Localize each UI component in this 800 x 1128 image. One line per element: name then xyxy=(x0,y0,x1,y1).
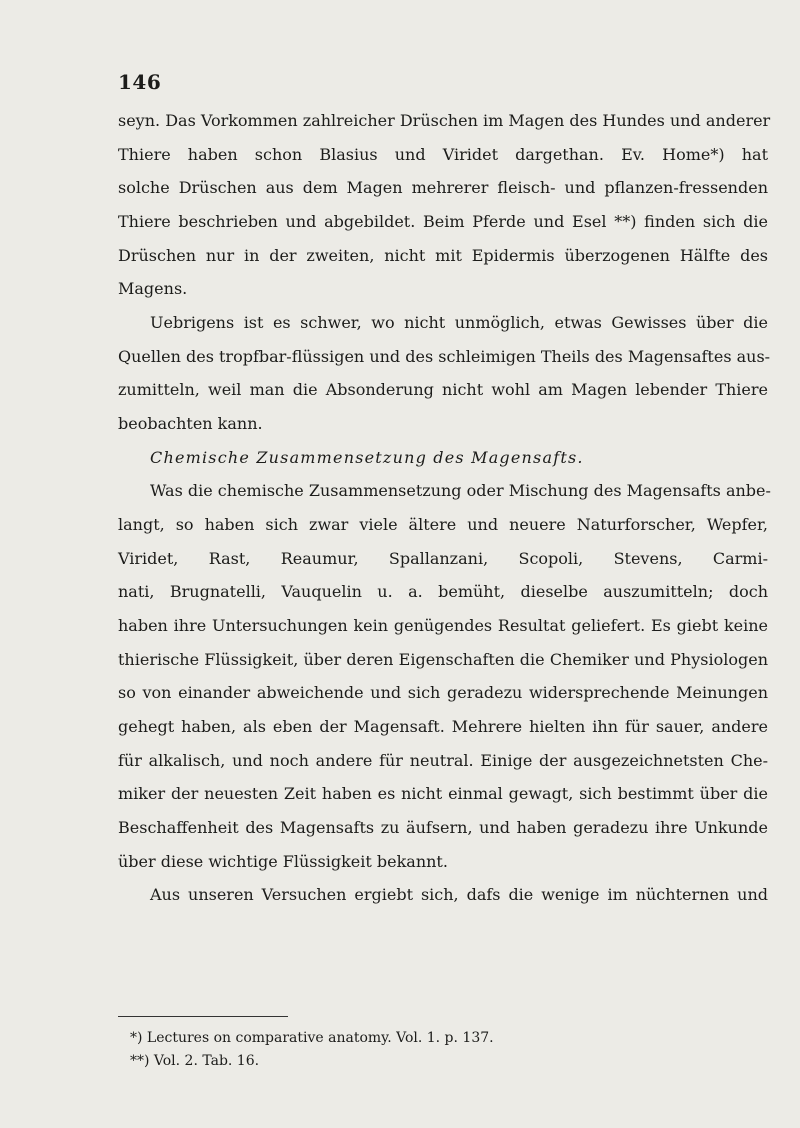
text-line: miker der neuesten Zeit haben es nicht einmal gewagt, sich bestimmt über die xyxy=(118,784,768,803)
text-line: seyn. Das Vorkommen zahlreicher Drüschen im Magen des Hundes und anderer xyxy=(118,111,771,130)
text-line: Beschaffenheit des Magensafts zu äufsern, und haben geradezu ihre Unkunde xyxy=(118,818,768,837)
text-line: Uebrigens ist es schwer, wo nicht unmöglich, etwas Gewisses über die xyxy=(150,313,768,332)
footnote-divider xyxy=(118,1016,288,1017)
text-line: Thiere haben schon Blasius und Viridet dargethan. Ev. Home*) hat xyxy=(118,145,768,164)
text-line: Magens. xyxy=(118,279,188,298)
text-line: Drüschen nur in der zweiten, nicht mit Epidermis überzogenen Hälfte des xyxy=(118,246,768,265)
text-line: thierische Flüssigkeit, über deren Eigenschaften die Chemiker und Physiologen xyxy=(118,650,768,669)
section-heading: Chemische Zusammensetzung des Magensafts. xyxy=(150,448,584,467)
text-line: nati, Brugnatelli, Vauquelin u. a. bemüht, dieselbe auszumitteln; doch xyxy=(118,582,768,601)
text-line: gehegt haben, als eben der Magensaft. Mehrere hielten ihn für sauer, andere xyxy=(118,717,768,736)
text-line: so von einander abweichende und sich geradezu widersprechende Meinungen xyxy=(118,683,768,702)
text-line: zumitteln, weil man die Absonderung nicht wohl am Magen lebender Thiere xyxy=(118,380,768,399)
text-line: beobachten kann. xyxy=(118,414,263,433)
text-line: Thiere beschrieben und abgebildet. Beim Pferde und Esel **) finden sich die xyxy=(118,212,768,231)
text-line: Was die chemische Zusammensetzung oder Mischung des Magensafts anbe- xyxy=(150,481,771,500)
footnote: **) Vol. 2. Tab. 16. xyxy=(130,1053,260,1069)
text-line: solche Drüschen aus dem Magen mehrerer fleisch- und pflanzen-fressenden xyxy=(118,178,768,197)
text-line: langt, so haben sich zwar viele ältere und neuere Naturforscher, Wepfer, xyxy=(118,515,768,534)
page-number: 146 xyxy=(118,70,162,94)
text-line: Quellen des tropfbar-flüssigen und des schleimigen Theils des Magensaftes aus- xyxy=(118,347,771,366)
text-line: Viridet, Rast, Reaumur, Spallanzani, Scopoli, Stevens, Carmi- xyxy=(118,549,768,568)
text-line: Aus unseren Versuchen ergiebt sich, dafs die wenige im nüchternen und xyxy=(150,885,768,904)
text-line: für alkalisch, und noch andere für neutral. Einige der ausgezeichnetsten Che- xyxy=(118,751,768,770)
text-line: über diese wichtige Flüssigkeit bekannt. xyxy=(118,852,448,871)
footnote: *) Lectures on comparative anatomy. Vol. 1. p. 137. xyxy=(130,1030,494,1046)
text-line: haben ihre Untersuchungen kein genügendes Resultat geliefert. Es giebt keine xyxy=(118,616,768,635)
